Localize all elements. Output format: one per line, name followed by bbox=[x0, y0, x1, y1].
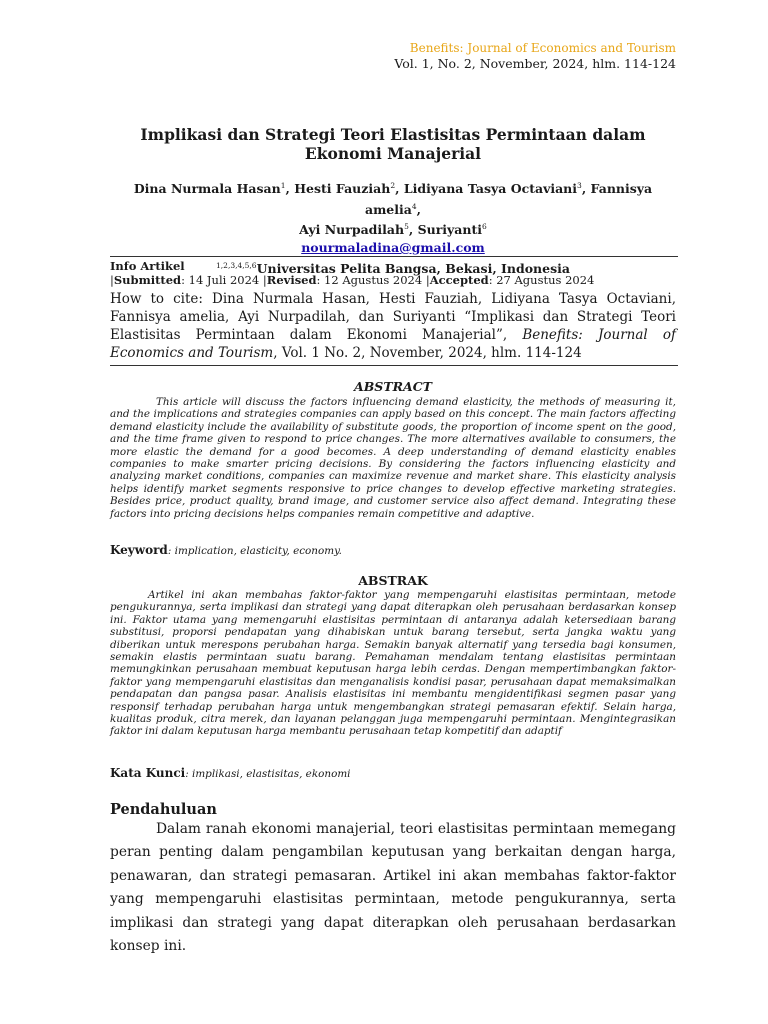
how-to-cite: How to cite: Dina Nurmala Hasan, Hesti Fauziah, Lidiyana Tasya Octaviani, Fannisya amelia, Ayi Nurpadilah, dan Suriyanti “Implikasi dan Strategi Teori Elastisitas Permintaan dalam Ekonomi Manajerial”, Benefits: Journal of Economics and Tourism, Vol. 1 No. 2, November, 2024, hlm. 114-124 bbox=[110, 291, 676, 361]
email-link[interactable]: nourmaladina@gmail.com bbox=[301, 239, 485, 255]
author-name: Dina Nurmala Hasan bbox=[133, 181, 281, 197]
author-list: Dina Nurmala Hasan$^1$, Hesti Fauziah$^2$, Lidiyana Tasya Octaviani$^3$, Fannisya amelia$^4$, Ayi Nurpadilah$^5$, Suriyanti$^6$ nourmaladina@gmail.com $^{1,2,3,4,5,6}$Universitas Pelita Bangsa, Bekasi, Indonesia bbox=[133, 181, 653, 276]
intro-paragraph: Dalam ranah ekonomi manajerial, teori elastisitas permintaan memegang peran penting dalam pengambilan keputusan yang berkaitan dengan harga, penawaran, dan strategi pemasaran. Artikel ini akan membahas faktor-faktor yang mempengaruhi elastisitas permintaan, metode pengukurannya, serta implikasi dan strategi yang dapat diterapkan oleh perusahaan berdasarkan konsep ini. bbox=[110, 821, 676, 955]
author-name: Hesti Fauziah bbox=[294, 181, 391, 197]
paper-title: Implikasi dan Strategi Teori Elastisitas Permintaan dalam Ekonomi Manajerial bbox=[140, 125, 646, 163]
author-name: Ayi Nurpadilah bbox=[299, 222, 405, 238]
keywords: Keyword: implication, elasticity, economy. bbox=[110, 543, 342, 557]
author-name: Suriyanti bbox=[417, 222, 483, 238]
divider bbox=[110, 365, 678, 366]
divider bbox=[110, 256, 678, 257]
author-name: Lidiyana Tasya Octaviani bbox=[403, 181, 578, 197]
abstrak-heading: ABSTRAK bbox=[358, 573, 428, 588]
article-dates: |Submitted: 14 Juli 2024 |Revised: 12 Agustus 2024 |Accepted: 27 Agustus 2024 bbox=[110, 273, 595, 287]
author-name: Fannisya amelia bbox=[364, 181, 653, 217]
abstrak-text: Artikel ini akan membahas faktor-faktor yang mempengaruhi elastisitas permintaan, metode pengukurannya, serta implikasi dan strategi yang dapat diterapkan oleh perusahaan berdasarkan konsep ini. Faktor utama yang memengaruhi elastisitas permintaan di antaranya adalah ketersediaan barang substitusi, proporsi pendapatan yang dihabiskan untuk barang tersebut, serta jangka waktu yang diberikan untuk merespons perubahan harga. Semakin banyak alternatif yang tersedia bagi konsumen, semakin elastis permintaan suatu barang. Pemahaman mendalam tentang elastisitas permintaan memungkinkan perusahaan membuat keputusan harga lebih cerdas. Dengan mempertimbangkan faktor-faktor yang mempengaruhi elastisitas dan menganalisis kondisi pasar, perusahaan dapat memaksimalkan pendapatan dan pangsa pasar. Analisis elastisitas ini membantu mengidentifikasi segmen pasar yang responsif terhadap perubahan harga untuk mengembangkan strategi pemasaran efektif. Selain harga, kualitas produk, citra merek, dan layanan pelanggan juga mempengaruhi permintaan. Mengintegrasikan faktor ini dalam keputusan harga membantu perusahaan tetap kompetitif dan adaptif bbox=[110, 589, 676, 738]
abstract-text: This article will discuss the factors influencing demand elasticity, the methods of measuring it, and the implications and strategies companies can apply based on this concept. The main factors affecting demand elasticity include the availability of substitute goods, the proportion of income spent on the good, and the time frame given to respond to price changes. The more alternatives available to consumers, the more elastic the demand for a good becomes. A deep understanding of demand elasticity enables companies to make smarter pricing decisions. By considering the factors influencing elasticity and analyzing market conditions, companies can maximize revenue and market share. This elasticity analysis helps identify market segments responsive to price changes to develop effective marketing strategies. Besides price, product quality, brand image, and customer service also affect demand. Integrating these factors into pricing decisions helps companies remain competitive and adaptive. bbox=[110, 396, 676, 520]
kata-kunci: Kata Kunci: implikasi, elastisitas, ekonomi bbox=[110, 766, 351, 780]
abstract-heading: ABSTRACT bbox=[354, 379, 432, 394]
volume-info: Vol. 1, No. 2, November, 2024, hlm. 114-124 bbox=[394, 56, 676, 71]
section-heading: Pendahuluan bbox=[110, 801, 217, 818]
journal-name: Benefits: Journal of Economics and Tourism bbox=[409, 41, 676, 55]
affiliation: $^{1,2,3,4,5,6}$Universitas Pelita Bangsa, Bekasi, Indonesia bbox=[216, 260, 570, 276]
article-info-heading: Info Artikel bbox=[110, 259, 185, 273]
